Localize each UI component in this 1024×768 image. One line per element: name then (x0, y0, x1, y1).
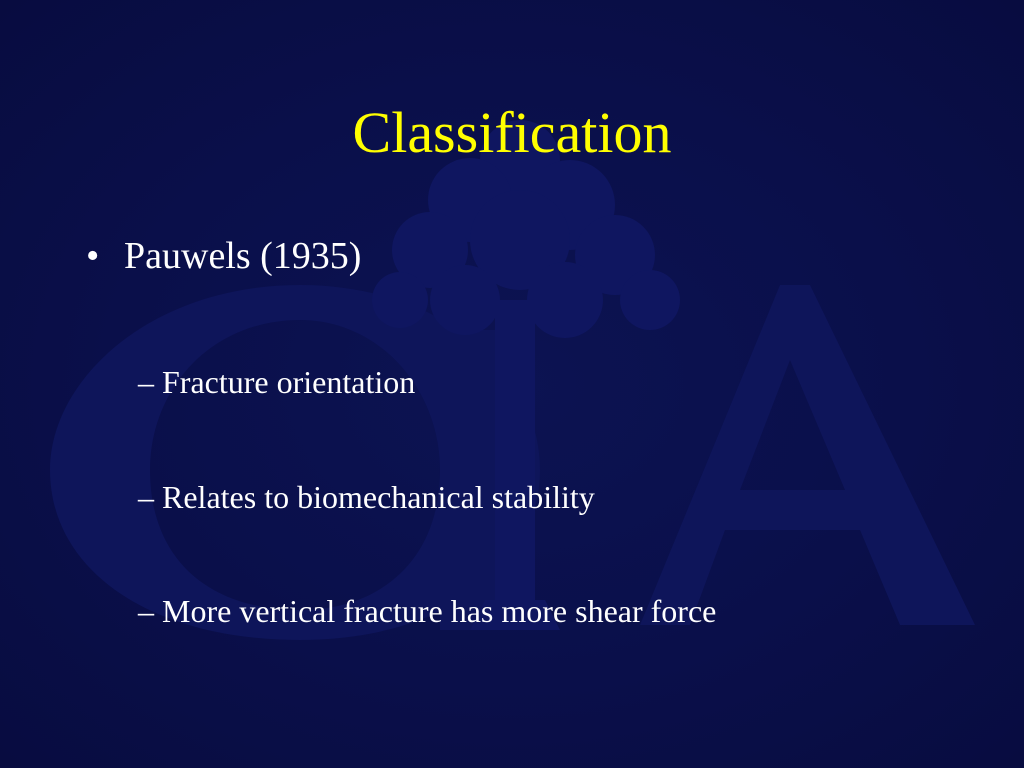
sub-bullet-item: – Relates to biomechanical stability (138, 479, 595, 515)
bullet-item (86, 233, 361, 279)
sub-bullet-item: – More vertical fracture has more shear force (138, 593, 717, 629)
bullet-marker: • (86, 235, 100, 277)
sub-bullet-item: – Fracture orientation (138, 364, 416, 400)
bullet-text: Pauwels (1935) (124, 235, 362, 277)
slide-title: Classification (352, 100, 672, 165)
